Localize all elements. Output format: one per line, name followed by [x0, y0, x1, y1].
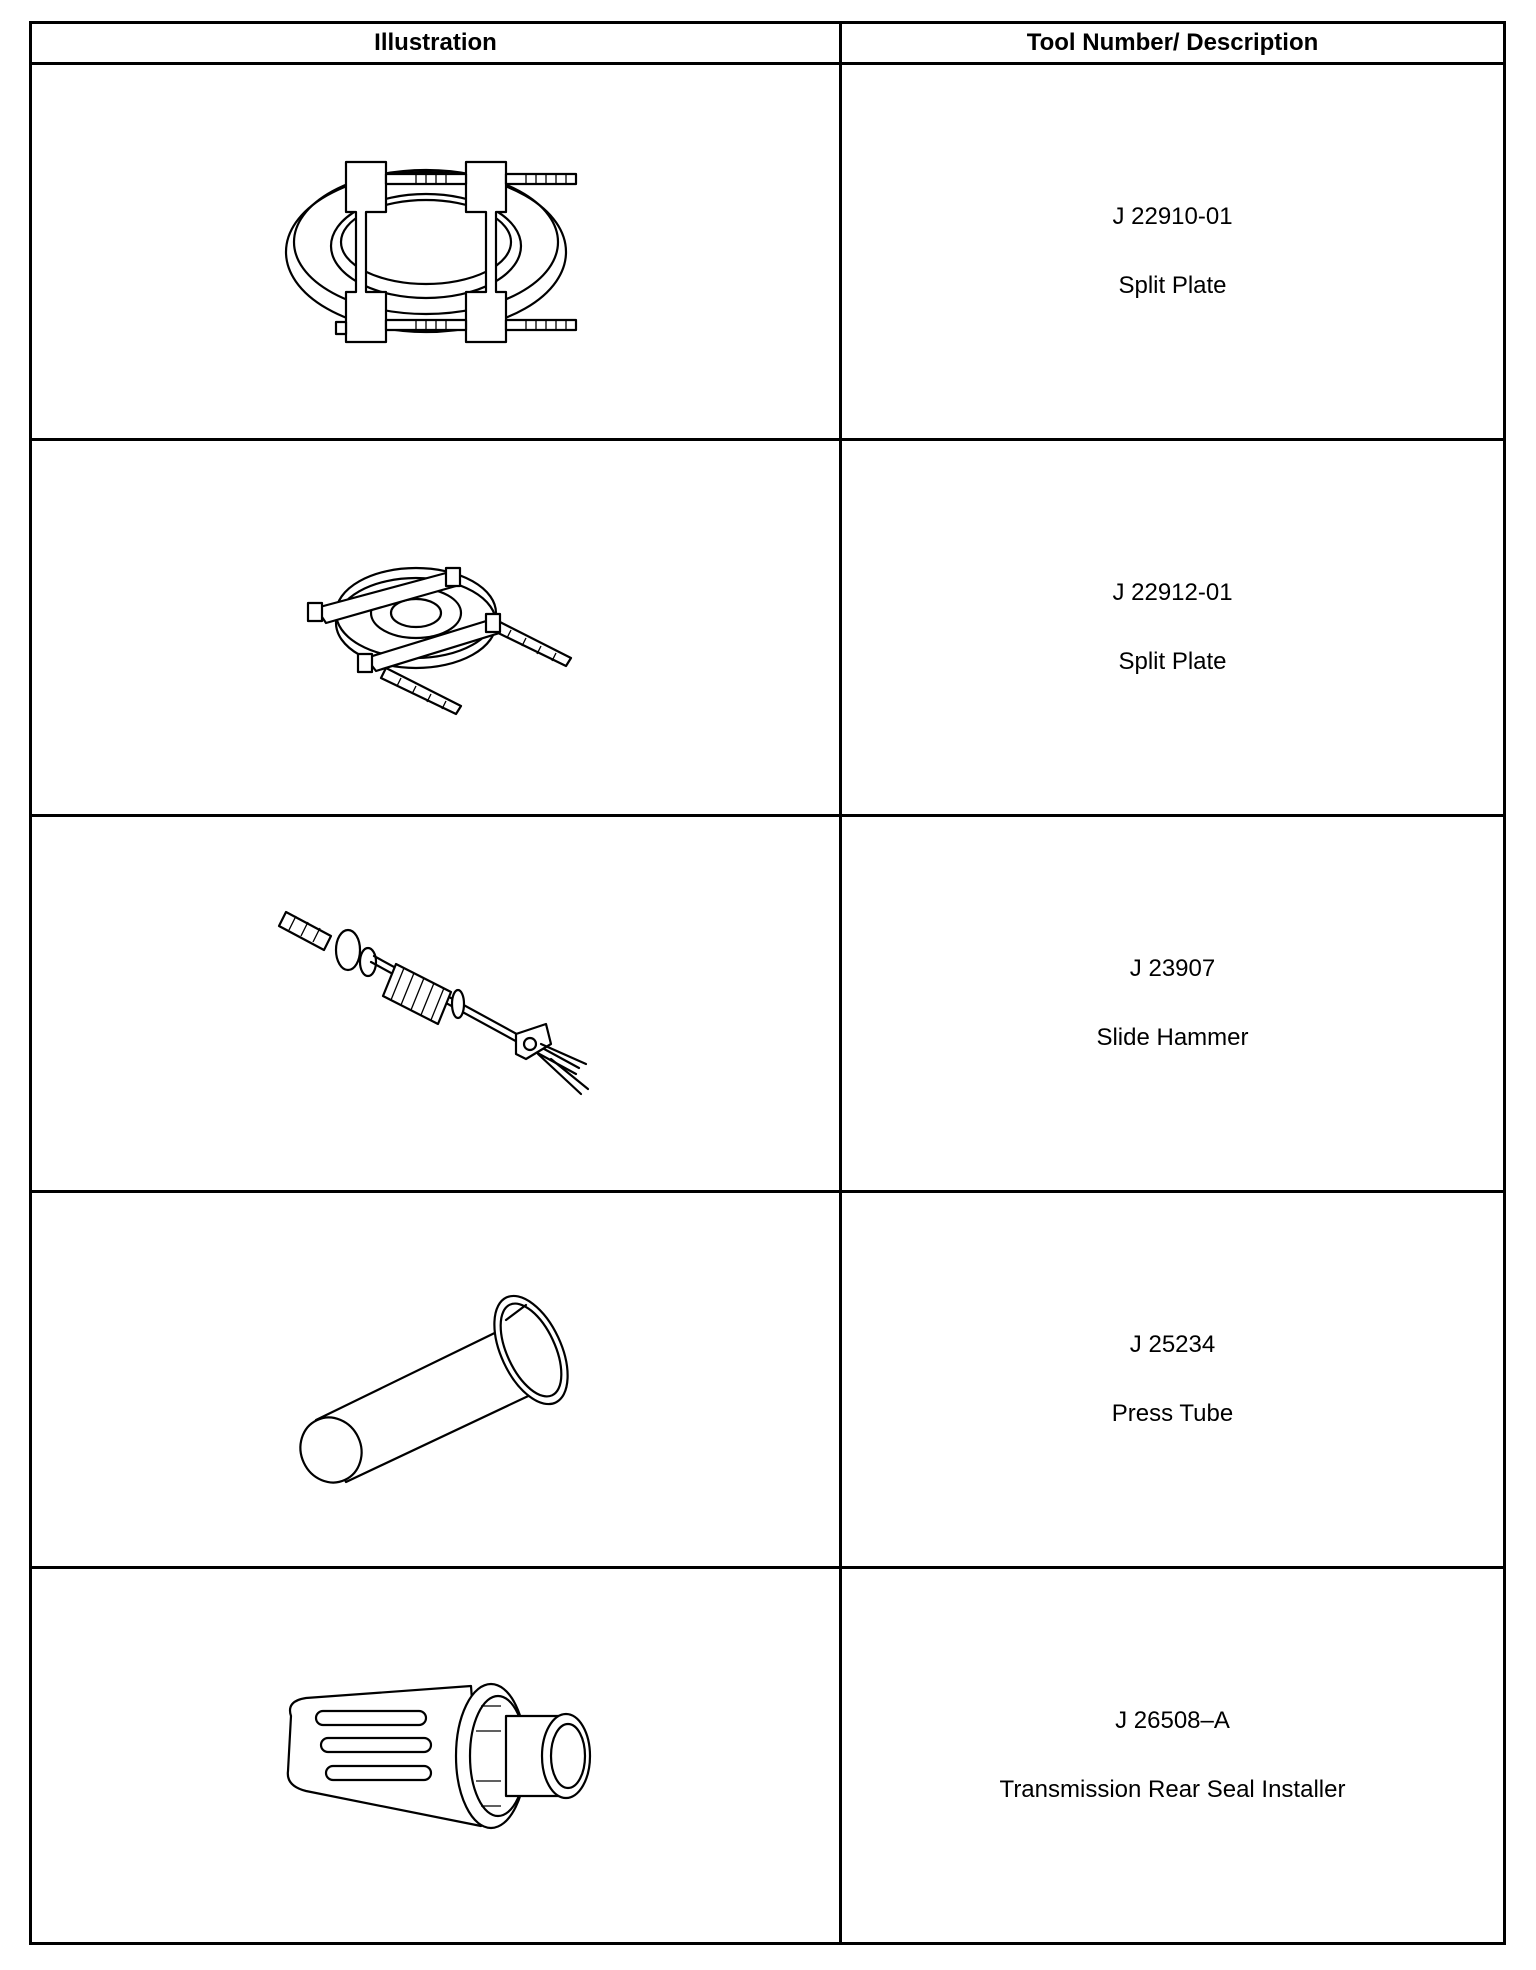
tool-name: Transmission Rear Seal Installer [999, 1775, 1346, 1803]
split-plate-bearing-icon [296, 538, 576, 718]
description-cell [841, 1568, 1505, 1944]
description-cell [841, 64, 1505, 440]
tool-name: Split Plate [1118, 647, 1227, 675]
special-tools-table [29, 21, 1506, 1945]
illustration-cell [31, 64, 841, 440]
tool-number: J 26508–A [1115, 1706, 1230, 1734]
table-row [31, 816, 1505, 1192]
tool-number: J 22912-01 [1112, 578, 1233, 606]
slide-hammer-icon [276, 894, 596, 1114]
tool-number: J 22910-01 [1112, 202, 1233, 230]
table-row [31, 440, 1505, 816]
description-cell [841, 816, 1505, 1192]
tool-number: J 25234 [1129, 1330, 1216, 1358]
illustration-cell [31, 440, 841, 816]
description-cell [841, 1192, 1505, 1568]
table-row [31, 1568, 1505, 1944]
tool-name: Split Plate [1118, 271, 1227, 299]
split-plate-icon [276, 142, 596, 362]
tool-name: Press Tube [1111, 1399, 1234, 1427]
header-tool-description: Tool Number/ Description [841, 23, 1505, 64]
press-tube-icon [276, 1270, 596, 1490]
header-illustration: Illustration [31, 23, 841, 64]
illustration-cell [31, 1192, 841, 1568]
seal-installer-icon [276, 1676, 596, 1836]
illustration-cell [31, 816, 841, 1192]
table-row [31, 64, 1505, 440]
tool-name: Slide Hammer [1096, 1023, 1249, 1051]
tool-number: J 23907 [1129, 954, 1216, 982]
illustration-cell [31, 1568, 841, 1944]
table-header-row [31, 23, 1505, 64]
table-row [31, 1192, 1505, 1568]
description-cell [841, 440, 1505, 816]
